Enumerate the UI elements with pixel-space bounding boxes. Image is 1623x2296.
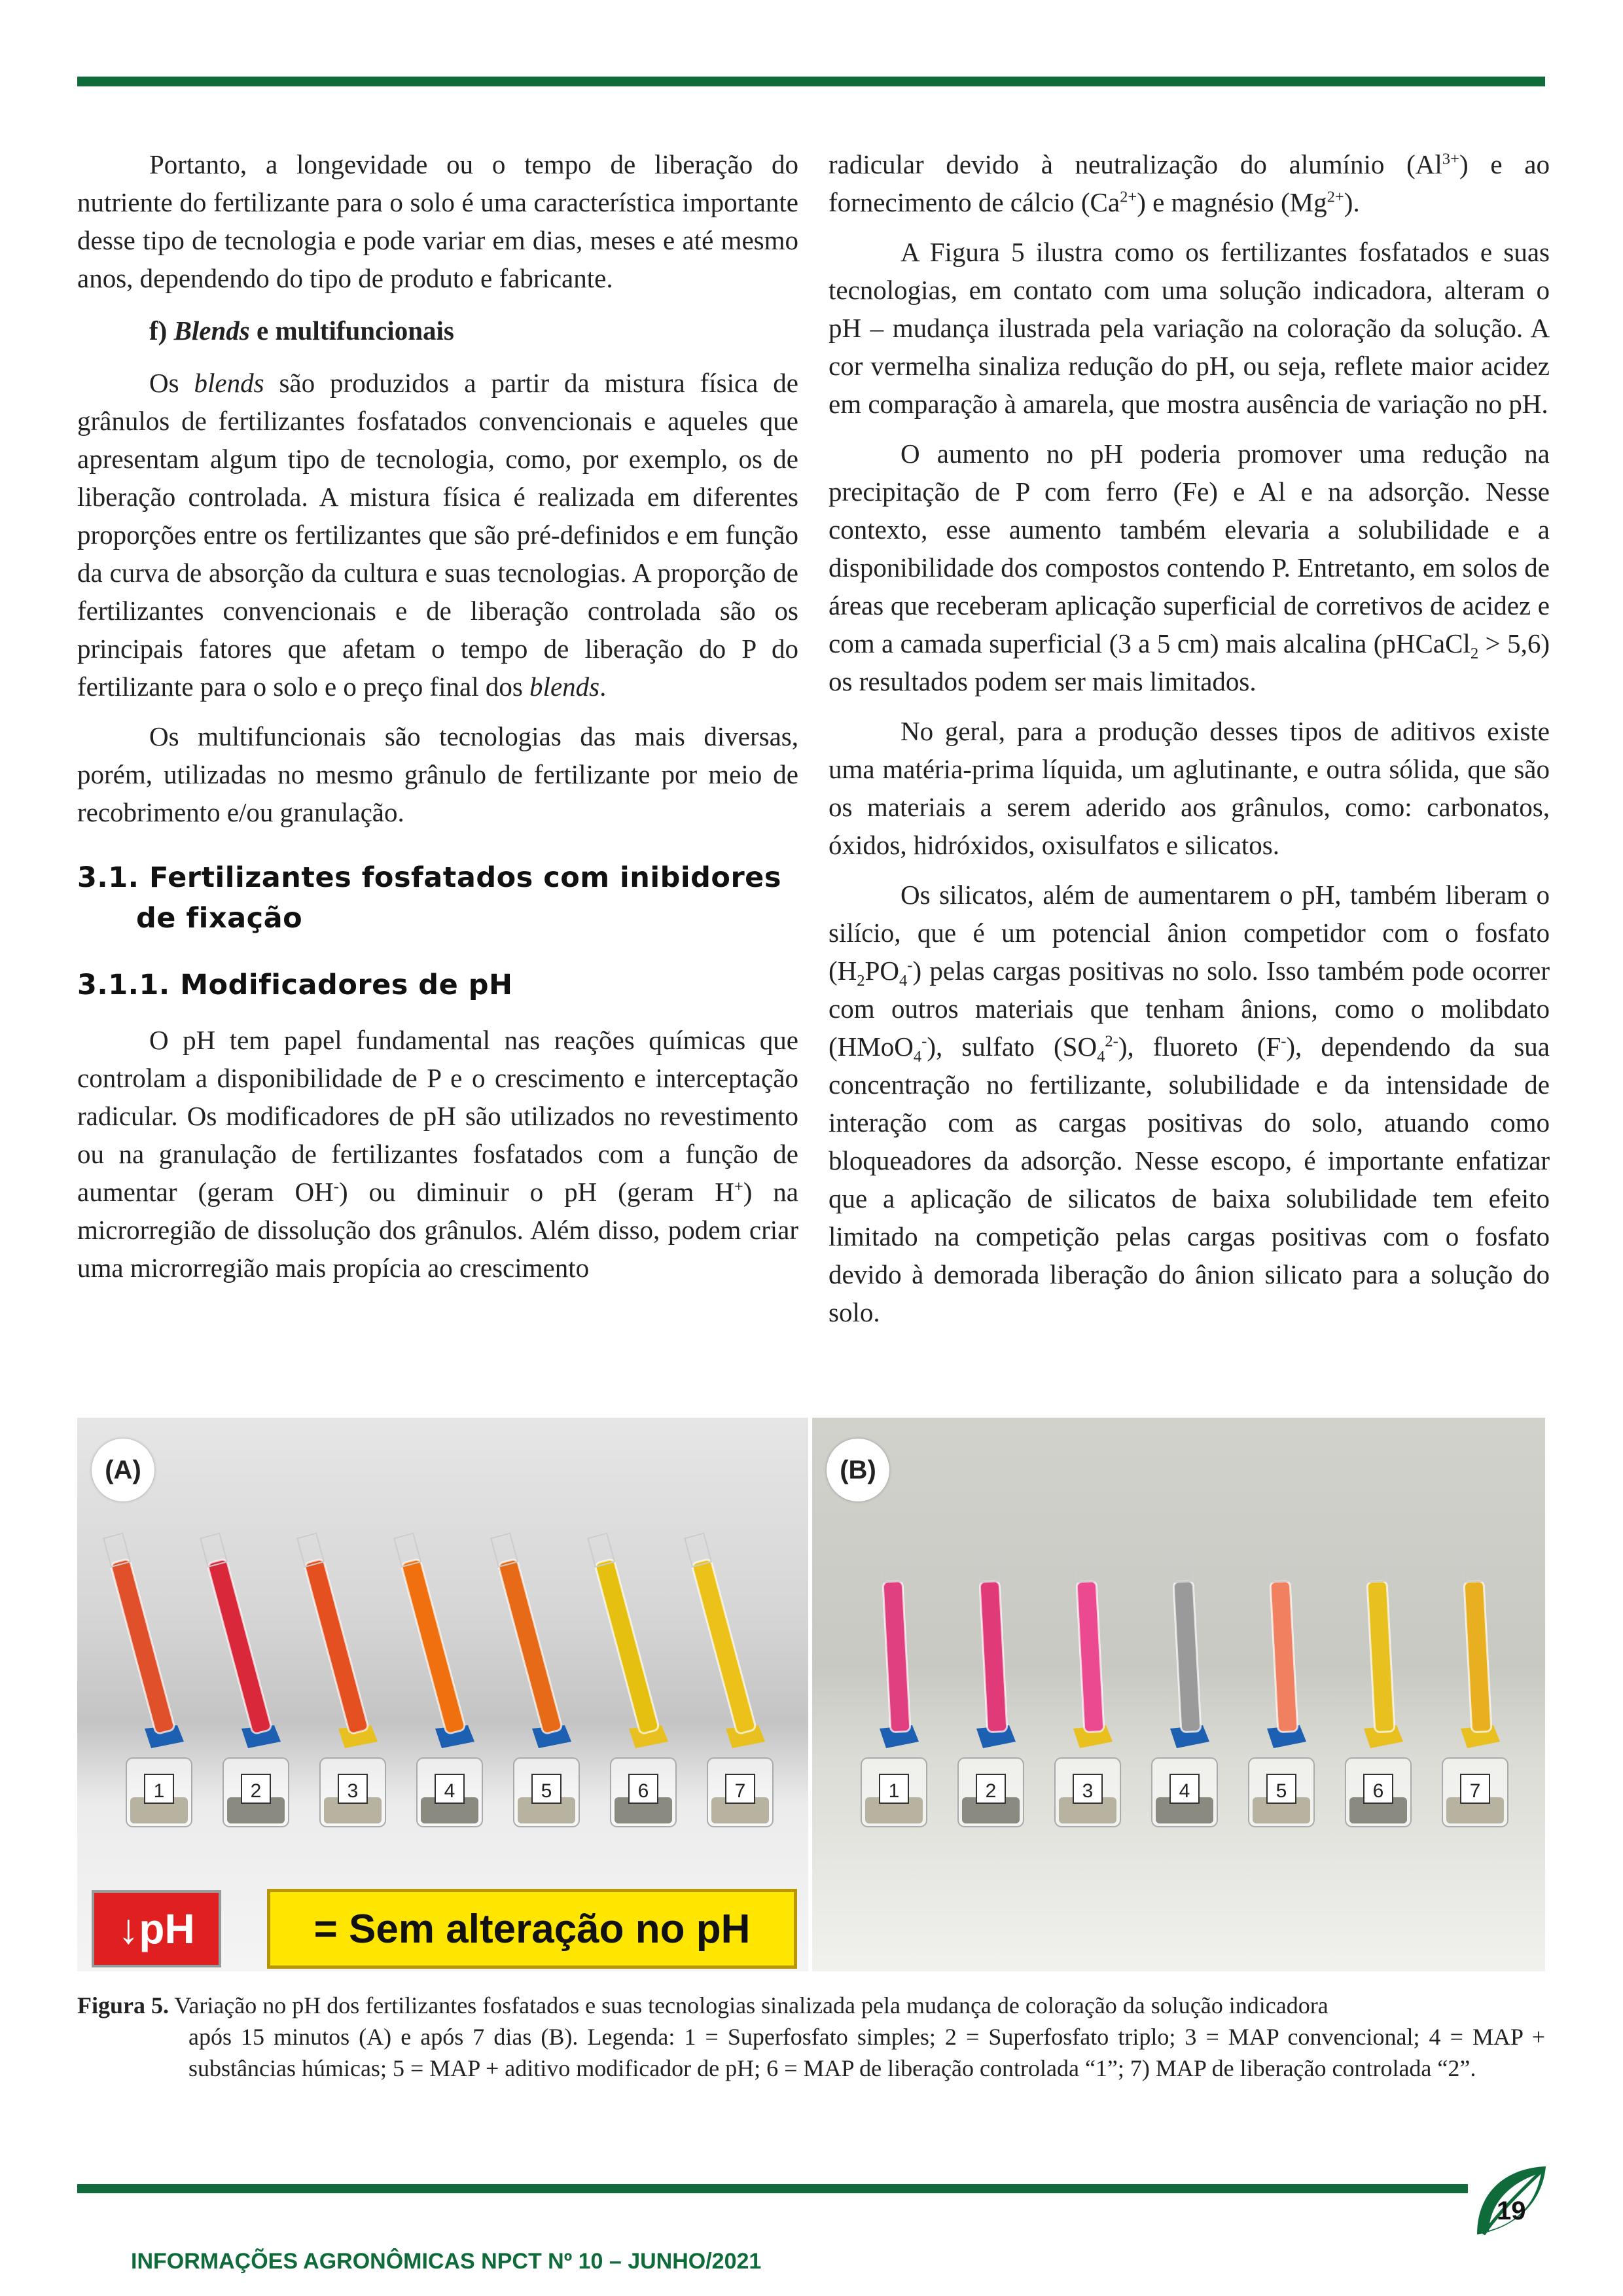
page-number: 19 bbox=[1497, 2197, 1526, 2225]
tube-glass-top bbox=[1075, 1552, 1096, 1583]
journal-footer: INFORMAÇÕES AGRONÔMICAS NPCT Nº 10 – JUNHO/2021 bbox=[131, 2249, 762, 2274]
panel-label-a: (A) bbox=[92, 1439, 154, 1501]
paragraph: No geral, para a produção desses tipos de aditivos existe uma matéria-prima líquida, um aglutinante, e outra sólida, que são os materiais a serem aderido aos grânulos, como: carbonatos, óxidos, hidróxidos, oxisulfatos e silicatos. bbox=[829, 716, 1550, 860]
tube-liquid bbox=[595, 1558, 660, 1734]
beaker-number: 6 bbox=[637, 1780, 649, 1802]
beaker-number: 1 bbox=[153, 1780, 165, 1802]
tube-group bbox=[394, 1534, 482, 1827]
test-tube bbox=[588, 1534, 659, 1734]
beaker-number: 3 bbox=[347, 1780, 359, 1802]
tube-group bbox=[1055, 1552, 1120, 1827]
tube-glass-top bbox=[1463, 1552, 1484, 1583]
test-tube bbox=[1075, 1552, 1104, 1732]
tube-liquid bbox=[401, 1558, 466, 1734]
tube-group bbox=[491, 1534, 579, 1827]
tube-liquid bbox=[1367, 1581, 1395, 1732]
test-tubes-photo-b bbox=[812, 1418, 1545, 1971]
tube-liquid bbox=[207, 1558, 272, 1734]
tube-group bbox=[588, 1534, 676, 1827]
test-tube bbox=[491, 1534, 562, 1734]
beaker-number: 4 bbox=[444, 1780, 455, 1802]
figure-caption bbox=[77, 1990, 1545, 2084]
tube-glass-top bbox=[1269, 1552, 1290, 1583]
test-tube bbox=[1463, 1552, 1491, 1732]
test-tube bbox=[200, 1534, 272, 1734]
section-heading-3-1-1: 3.1.1. Modificadores de pH bbox=[77, 969, 513, 1001]
left-column bbox=[77, 145, 798, 1299]
caption-text-rest: após 15 minutos (A) e após 7 dias (B). Legenda: 1 = Superfosfato simples; 2 = Superfosfato triplo; 3 = MAP convencional; 4 = MAP + substâncias húmicas; 5 = MAP + aditivo modificador de pH; 6 = MAP de liberação controlada “1”; 7) MAP de liberação controlada “2”. bbox=[188, 2024, 1545, 2081]
beaker-number: 2 bbox=[985, 1780, 997, 1802]
tube-liquid bbox=[692, 1558, 757, 1734]
tube-glass-top bbox=[978, 1552, 999, 1583]
paragraph: O aumento no pH poderia promover uma redução na precipitação de P com ferro (Fe) e Al e na adsorção. Nesse contexto, esse aumento também elevaria a solubilidade e a disponibilidade dos compostos contendo P. Entretanto, em solos de áreas que receberam aplicação superficial de corretivos de acidez e com a camada superficial (3 a 5 cm) mais alcalina (pHCaCl$_2$ > 5,6) os resultados podem ser mais limitados. bbox=[829, 439, 1550, 696]
ph-decrease-label: ↓pH bbox=[92, 1890, 221, 1967]
beaker-number: 5 bbox=[541, 1780, 552, 1802]
paragraph: Portanto, a longevidade ou o tempo de liberação do nutriente do fertilizante para o solo é uma característica importante desse tipo de tecnologia e pode variar em dias, meses e até mesmo anos, dependendo do tipo de produto e fabricante. bbox=[77, 149, 798, 293]
right-column bbox=[829, 145, 1550, 1343]
beaker-number: 7 bbox=[734, 1780, 746, 1802]
paragraph: O pH tem papel fundamental nas reações químicas que controlam a disponibilidade de P e o crescimento e interceptação radicular. Os modificadores de pH são utilizados no revestimento ou na granulação de fertilizantes fosfatados com a função de aumentar (geram OH-) ou diminuir o pH (geram H+) na microrregião de dissolução dos grânulos. Além disso, podem criar uma microrregião mais propícia ao crescimento bbox=[77, 1025, 799, 1283]
tube-group bbox=[861, 1552, 927, 1827]
panel-label-b: (B) bbox=[827, 1439, 889, 1501]
beaker-number: 6 bbox=[1372, 1780, 1384, 1802]
tube-group bbox=[958, 1552, 1024, 1827]
figure-5 bbox=[77, 1418, 1545, 1971]
tube-liquid bbox=[111, 1558, 175, 1734]
tube-liquid bbox=[1173, 1581, 1201, 1732]
tube-liquid bbox=[1270, 1581, 1298, 1732]
subheading-blends: f) Blends e multifuncionais bbox=[149, 315, 454, 346]
test-tube bbox=[685, 1534, 756, 1734]
top-rule bbox=[77, 77, 1545, 86]
tube-glass-top bbox=[1366, 1552, 1387, 1583]
beaker-number: 2 bbox=[250, 1780, 262, 1802]
test-tube bbox=[297, 1534, 368, 1734]
tube-glass-top bbox=[882, 1552, 902, 1583]
page-number-badge bbox=[1471, 2162, 1549, 2241]
beaker-number: 3 bbox=[1082, 1780, 1094, 1802]
tube-liquid bbox=[980, 1581, 1007, 1732]
test-tube bbox=[1366, 1552, 1395, 1732]
test-tube bbox=[882, 1552, 910, 1732]
no-ph-change-label: = Sem alteração no pH bbox=[267, 1889, 797, 1969]
tube-liquid bbox=[1464, 1581, 1491, 1732]
beaker-number: 4 bbox=[1179, 1780, 1190, 1802]
paragraph: A Figura 5 ilustra como os fertilizantes fosfatados e suas tecnologias, em contato com uma solução indicadora, alteram o pH – mudança ilustrada pela variação na coloração da solução. A cor vermelha sinaliza redução do pH, ou seja, reflete maior acidez em comparação à amarela, que mostra ausência de variação no pH. bbox=[829, 237, 1550, 419]
tube-liquid bbox=[883, 1581, 910, 1732]
paragraph: Os blends são produzidos a partir da mistura física de grânulos de fertilizantes fosfatados convencionais e aqueles que apresentam algum tipo de tecnologia, como, por exemplo, os de liberação controlada. A mistura física é realizada em diferentes proporções entre os fertilizantes que são pré-definidos e em função da curva de absorção da cultura e suas tecnologias. A proporção de fertilizantes convencionais e de liberação controlada são os principais fatores que afetam o tempo de liberação do P do fertilizante para o solo e o preço final dos blends. bbox=[77, 368, 798, 702]
test-tube bbox=[394, 1534, 465, 1734]
tube-group bbox=[200, 1534, 289, 1827]
section-heading-3-1: 3.1. Fertilizantes fosfatados com inibidores de fixação bbox=[77, 861, 781, 935]
caption-text: Variação no pH dos fertilizantes fosfatados e suas tecnologias sinalizada pela mudança de coloração da solução indicadora bbox=[174, 1992, 1329, 2018]
tube-group bbox=[103, 1534, 192, 1827]
tube-glass-top bbox=[1172, 1552, 1193, 1583]
paragraph: Os silicatos, além de aumentarem o pH, também liberam o silício, que é um potencial ânion competidor com o fosfato $(H_2PO_4^-)$ pelas cargas positivas no solo. Isso também pode ocorrer com outros materiais que tenham ânions, como o molibdato (HMoO$_4$-), sulfato $(SO_4^{2-})$, fluoreto (F-), dependendo da sua concentração no fertilizante, solubilidade e da intensidade de interação com as cargas positivas do solo, atuando como bloqueadores da adsorção. Nesse escopo, é importante enfatizar que a aplicação de silicatos de baixa solubilidade tem efeito limitado na competição pelas cargas positivas com o fosfato devido à demorada liberação do ânion silicato para a solução do solo. bbox=[829, 880, 1550, 1327]
tube-liquid bbox=[1077, 1581, 1104, 1732]
tube-group bbox=[685, 1534, 773, 1827]
tube-liquid bbox=[304, 1558, 369, 1734]
bottom-rule bbox=[77, 2184, 1468, 2193]
beaker-number: 1 bbox=[888, 1780, 900, 1802]
paragraph: Os multifuncionais são tecnologias das mais diversas, porém, utilizadas no mesmo grânulo de fertilizante por meio de recobrimento e/ou granulação. bbox=[77, 721, 798, 827]
tube-group bbox=[297, 1534, 385, 1827]
test-tube bbox=[103, 1534, 175, 1734]
beaker-number: 7 bbox=[1469, 1780, 1481, 1802]
tube-liquid bbox=[498, 1558, 563, 1734]
caption-label: Figura 5. bbox=[77, 1992, 169, 2018]
tube-group bbox=[1152, 1552, 1217, 1827]
paragraph: radicular devido à neutralização do alumínio $(Al^{3+})$ e ao fornecimento de cálcio $(Ca^{2+})$ e magnésio $(Mg^{2+})$. bbox=[829, 149, 1550, 217]
photo-panel-b bbox=[812, 1418, 1545, 1971]
tube-group bbox=[1249, 1552, 1314, 1827]
beaker-number: 5 bbox=[1275, 1780, 1287, 1802]
tube-group bbox=[1442, 1552, 1508, 1827]
photo-panel-a bbox=[77, 1418, 808, 1971]
test-tube bbox=[1269, 1552, 1298, 1732]
tube-group bbox=[1346, 1552, 1411, 1827]
test-tube bbox=[1172, 1552, 1201, 1732]
test-tube bbox=[978, 1552, 1007, 1732]
